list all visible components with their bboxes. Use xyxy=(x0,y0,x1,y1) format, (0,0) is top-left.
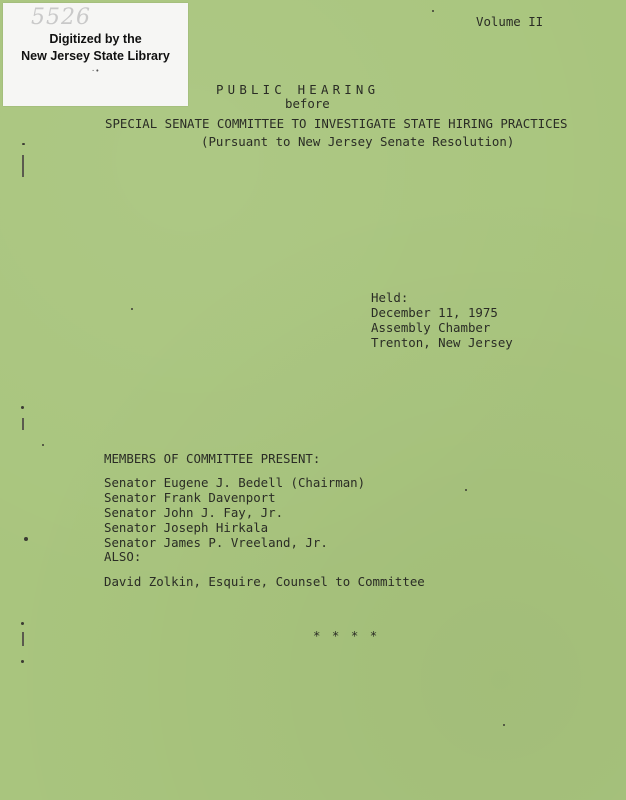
binding-mark xyxy=(22,418,24,430)
meeting-location: Assembly Chamber xyxy=(371,320,491,335)
paper-speck xyxy=(131,308,133,310)
paper-speck xyxy=(432,10,434,12)
also-label: ALSO: xyxy=(104,549,142,564)
before-text: before xyxy=(285,96,330,111)
stamp-mark-icon: ·• xyxy=(91,67,100,75)
paper-speck xyxy=(42,444,44,446)
member-item: Senator Frank Davenport xyxy=(104,490,276,505)
member-item: Senator Eugene J. Bedell (Chairman) xyxy=(104,475,366,490)
volume-label: Volume II xyxy=(476,14,544,29)
paper-speck xyxy=(503,724,505,726)
paper-speck xyxy=(24,537,28,541)
library-stamp xyxy=(3,3,188,106)
member-item: Senator James P. Vreeland, Jr. xyxy=(104,535,328,550)
member-item: Senator John J. Fay, Jr. xyxy=(104,505,284,520)
paper-speck xyxy=(21,622,24,625)
hearing-title: PUBLIC HEARING xyxy=(216,82,380,97)
binding-mark xyxy=(22,155,24,177)
resolution-note: (Pursuant to New Jersey Senate Resolution) xyxy=(201,134,515,149)
stamp-line-digitized: Digitized by the xyxy=(49,32,142,46)
meeting-city: Trenton, New Jersey xyxy=(371,335,513,350)
member-item: Senator Joseph Hirkala xyxy=(104,520,269,535)
paper-speck xyxy=(21,660,24,663)
binding-mark xyxy=(22,632,24,646)
committee-name: SPECIAL SENATE COMMITTEE TO INVESTIGATE STATE HIRING PRACTICES xyxy=(105,116,568,131)
paper-speck xyxy=(22,143,25,145)
separator-stars: * * * * xyxy=(313,628,380,643)
meeting-date: December 11, 1975 xyxy=(371,305,498,320)
members-heading: MEMBERS OF COMMITTEE PRESENT: xyxy=(104,451,321,466)
paper-speck xyxy=(21,406,24,409)
handwritten-catalog-number: 5526 xyxy=(31,5,91,30)
paper-speck xyxy=(465,489,467,491)
stamp-line-library: New Jersey State Library xyxy=(21,49,170,63)
counsel-line: David Zolkin, Esquire, Counsel to Committee xyxy=(104,574,425,589)
held-label: Held: xyxy=(371,290,409,305)
